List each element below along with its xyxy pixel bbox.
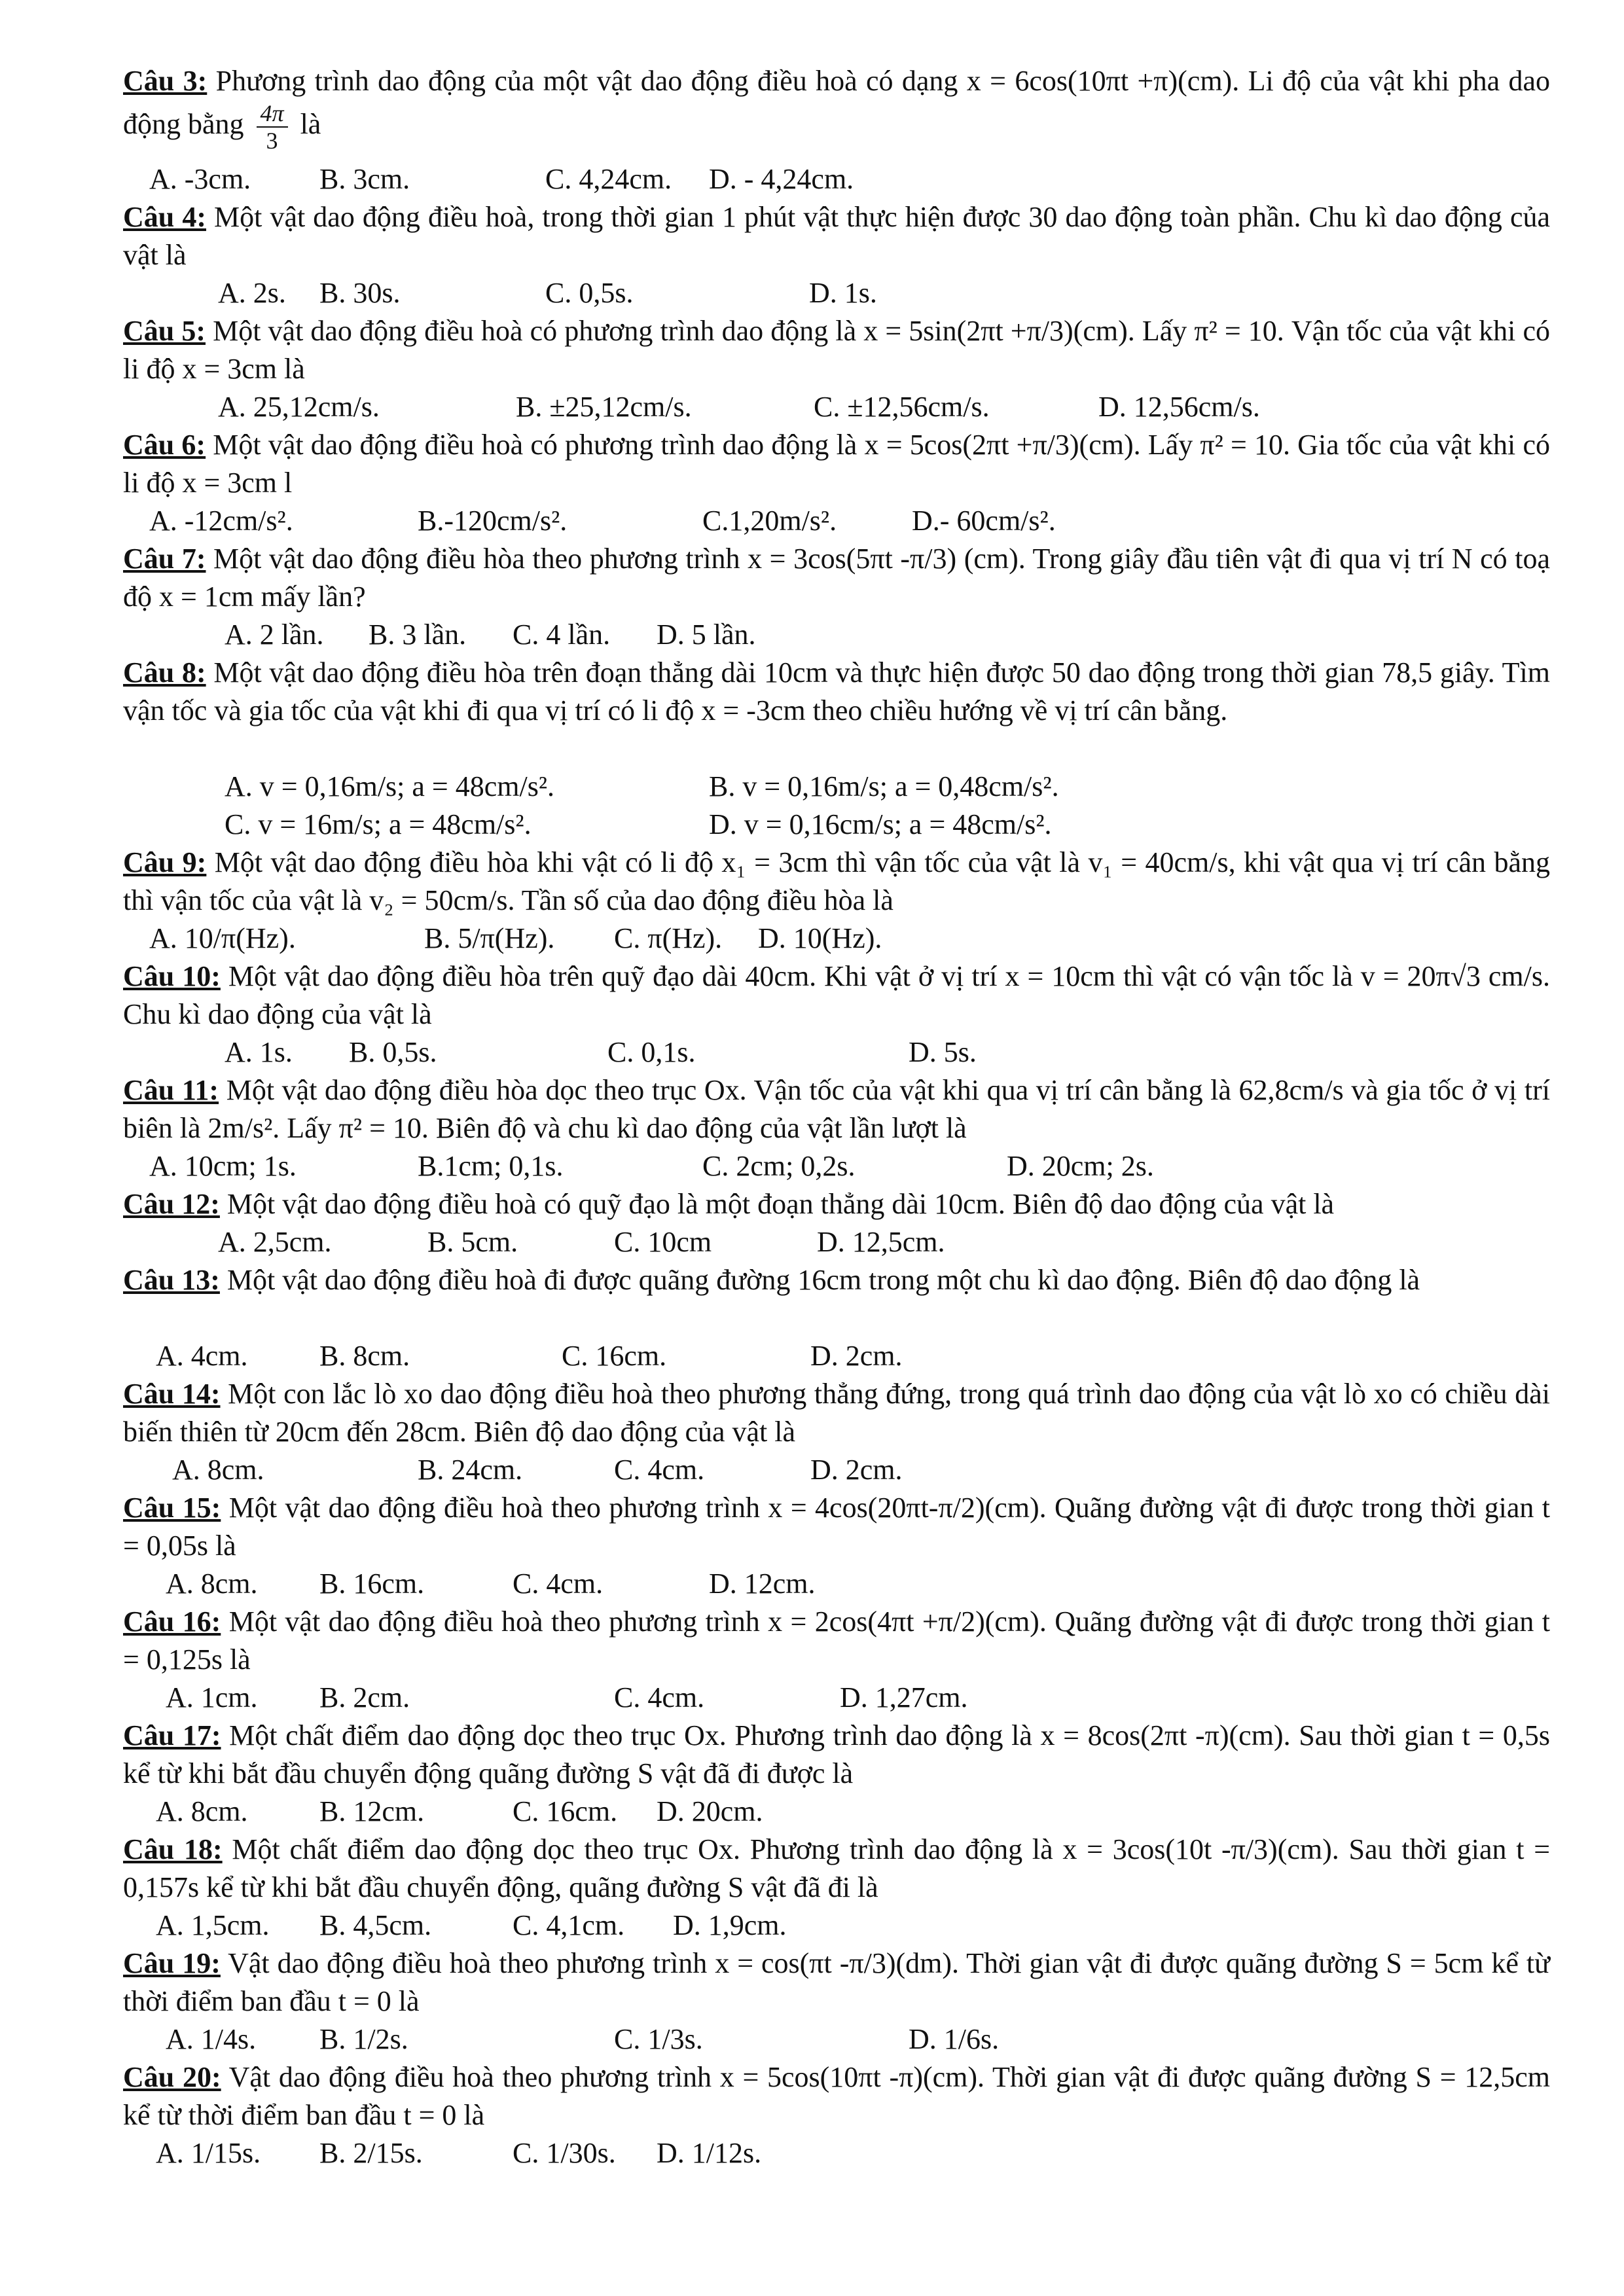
option-a: A. 1/15s.	[156, 2137, 261, 2169]
option-a: A. 8cm.	[172, 1454, 264, 1486]
option-d: D. 1,27cm.	[840, 1681, 968, 1713]
question-text: Một chất điểm dao động dọc theo trục Ox. Phương trình dao động là x = 3cos(10t -π/3)(cm). Sau thời gian t = 0,157s kể từ khi bắt đầu chuyển động, quãng đường S vật đã đi là	[123, 1833, 1551, 1903]
option-c: C. π(Hz).	[614, 922, 723, 954]
question-label: Câu 18:	[123, 1833, 223, 1865]
question-text: Một con lắc lò xo dao động điều hoà theo phương thẳng đứng, trong quá trình dao động của vật lò xo có chiều dài biến thiên từ 20cm đến 28cm. Biên độ dao động của vật là	[123, 1378, 1550, 1448]
option-a: A. 4cm.	[156, 1340, 248, 1372]
option-b: B. 12cm.	[319, 1795, 425, 1827]
fraction-denominator: 3	[266, 128, 278, 154]
option-b: B. 3 lần.	[369, 619, 467, 651]
option-c: C. 2cm; 0,2s.	[702, 1150, 856, 1182]
option-d: D. v = 0,16cm/s; a = 48cm/s².	[709, 808, 1052, 840]
question-label: Câu 20:	[123, 2061, 221, 2093]
question-8	[123, 654, 1550, 730]
option-b: B. 1/2s.	[319, 2023, 408, 2055]
option-c: C. 1/30s.	[513, 2137, 616, 2169]
option-b: B. 2cm.	[319, 1681, 410, 1713]
option-d: D. 5s.	[909, 1036, 977, 1068]
question-label: Câu 12:	[123, 1188, 220, 1220]
option-c: C. 4,1cm.	[513, 1909, 625, 1941]
option-a: A. 1,5cm.	[156, 1909, 270, 1941]
option-a: A. 10cm; 1s.	[149, 1150, 297, 1182]
question-label: Câu 13:	[123, 1264, 220, 1296]
option-c: C. 4cm.	[614, 1454, 705, 1486]
option-d: D. 10(Hz).	[758, 922, 882, 954]
option-d: D.- 60cm/s².	[912, 505, 1056, 537]
question-label: Câu 10:	[123, 960, 221, 992]
option-d: D. 12cm.	[709, 1568, 816, 1600]
option-a: A. 8cm.	[156, 1795, 248, 1827]
option-d: D. 1,9cm.	[673, 1909, 787, 1941]
option-b: B. 3cm.	[319, 163, 410, 195]
question-text: Một vật dao động điều hoà có quỹ đạo là một đoạn thẳng dài 10cm. Biên độ dao động của vật là	[219, 1188, 1335, 1220]
question-label: Câu 7:	[123, 543, 206, 575]
question-label: Câu 14:	[123, 1378, 221, 1410]
question-text: Một vật dao động điều hòa trên đoạn thẳng dài 10cm và thực hiện được 50 dao động trong thời gian 78,5 giây. Tìm vận tốc và gia tốc của vật khi đi qua vị trí có li độ x = -3cm theo chiều hướng về vị trí cân bằng.	[123, 656, 1550, 726]
option-b: B. 2/15s.	[319, 2137, 423, 2169]
question-4	[123, 198, 1550, 274]
option-b: B. v = 0,16m/s; a = 0,48cm/s².	[709, 770, 1059, 802]
option-a: A. 2s.	[218, 277, 286, 309]
question-16	[123, 1603, 1550, 1679]
question-6	[123, 426, 1550, 502]
option-d: D. 1/12s.	[657, 2137, 762, 2169]
option-c: C. 4cm.	[614, 1681, 705, 1713]
question-text: Một vật dao động điều hòa trên quỹ đạo dài 40cm. Khi vật ở vị trí x = 10cm thì vật có vận tốc là v = 20π√3 cm/s. Chu kì dao động của vật là	[123, 960, 1550, 1030]
question-text: Một vật dao động điều hoà, trong thời gian 1 phút vật thực hiện được 30 dao động toàn phần. Chu kì dao động của vật là	[123, 201, 1551, 271]
question-text: Một vật dao động điều hòa dọc theo trục Ox. Vận tốc của vật khi qua vị trí cân bằng là 62,8cm/s và gia tốc ở vị trí biên là 2m/s². Lấy π² = 10. Biên độ và chu kì dao động của vật lần lượt là	[123, 1074, 1550, 1144]
question-3	[123, 62, 1550, 154]
question-14	[123, 1375, 1550, 1451]
question-text-end: là	[293, 108, 321, 141]
question-text: Một vật dao động điều hoà có phương trình dao động là x = 5cos(2πt +π/3)(cm). Lấy π² = 10. Gia tốc của vật khi có li độ x = 3cm l	[123, 429, 1550, 499]
question-5	[123, 312, 1550, 388]
question-label: Câu 8:	[123, 656, 206, 689]
question-text: Một vật dao động điều hòa khi vật có li độ x₁ = 3cm thì vận tốc của vật là v₁ = 40cm/s, khi vật qua vị trí cân bằng thì vận tốc của vật là v₂ = 50cm/s. Tần số của dao động điều hòa là	[123, 846, 1550, 916]
question-9	[123, 844, 1550, 920]
option-a: A. 2 lần.	[225, 619, 324, 651]
question-label: Câu 17:	[123, 1719, 221, 1751]
option-b: B. 4,5cm.	[319, 1909, 432, 1941]
question-label: Câu 5:	[123, 315, 206, 347]
option-d: D. 1s.	[809, 277, 877, 309]
option-c: C. 0,5s.	[545, 277, 634, 309]
option-a: A. -3cm.	[149, 163, 251, 195]
question-label: Câu 11:	[123, 1074, 219, 1106]
question-text: Một vật dao động điều hoà theo phương trình x = 2cos(4πt +π/2)(cm). Quãng đường vật đi được trong thời gian t = 0,125s là	[123, 1605, 1550, 1676]
option-b: B. 5/π(Hz).	[424, 922, 555, 954]
option-d: D. 12,5cm.	[817, 1226, 945, 1258]
question-label: Câu 16:	[123, 1605, 221, 1638]
question-text: Một vật dao động điều hoà có phương trình dao động là x = 5sin(2πt +π/3)(cm). Lấy π² = 10. Vận tốc của vật khi có li độ x = 3cm là	[123, 315, 1550, 385]
option-c: C. 4 lần.	[513, 619, 611, 651]
question-label: Câu 4:	[123, 201, 206, 233]
option-c: C. v = 16m/s; a = 48cm/s².	[225, 808, 532, 840]
option-b: B. 24cm.	[418, 1454, 523, 1486]
question-18	[123, 1831, 1550, 1907]
option-c: C. 10cm	[614, 1226, 712, 1258]
question-19	[123, 1945, 1550, 2020]
fraction	[257, 100, 288, 154]
question-label: Câu 6:	[123, 429, 206, 461]
option-d: D. 2cm.	[810, 1340, 903, 1372]
option-a: A. 8cm.	[166, 1568, 258, 1600]
option-b: B. 30s.	[319, 277, 401, 309]
question-20	[123, 2058, 1550, 2134]
option-a: A. 1s.	[225, 1036, 293, 1068]
option-b: B. 16cm.	[319, 1568, 425, 1600]
question-15	[123, 1489, 1550, 1565]
question-text: Vật dao động điều hoà theo phương trình x = 5cos(10πt -π)(cm). Thời gian vật đi được quãng đường S = 12,5cm kể từ thời điểm ban đầu t = 0 là	[123, 2061, 1550, 2131]
option-d: D. 2cm.	[810, 1454, 903, 1486]
option-b: B.-120cm/s².	[418, 505, 568, 537]
question-label: Câu 19:	[123, 1947, 221, 1979]
question-label: Câu 3:	[123, 65, 208, 97]
option-a: A. 1/4s.	[166, 2023, 257, 2055]
question-text: Một vật dao động điều hoà đi được quãng đường 16cm trong một chu kì dao động. Biên độ dao động là	[219, 1264, 1420, 1296]
option-c: C. 16cm.	[562, 1340, 667, 1372]
option-a: A. 1cm.	[166, 1681, 258, 1713]
option-c: C. 4,24cm.	[545, 163, 672, 195]
option-d: D. 20cm.	[657, 1795, 763, 1827]
question-text: Vật dao động điều hoà theo phương trình x = cos(πt -π/3)(dm). Thời gian vật đi được quãng đường S = 5cm kể từ thời điểm ban đầu t = 0 là	[123, 1947, 1550, 2017]
option-d: D. 1/6s.	[909, 2023, 1000, 2055]
question-text: Một vật dao động điều hòa theo phương trình x = 3cos(5πt -π/3) (cm). Trong giây đầu tiên vật đi qua vị trí N có toạ độ x = 1cm mấy lần?	[123, 543, 1550, 613]
question-text: Một chất điểm dao động dọc theo trục Ox. Phương trình dao động là x = 8cos(2πt -π)(cm). Sau thời gian t = 0,5s kể từ khi bắt đầu chuyển động quãng đường S vật đã đi được là	[123, 1719, 1550, 1789]
question-7	[123, 540, 1550, 616]
option-b: B. 8cm.	[319, 1340, 410, 1372]
option-c: C. 1/3s.	[614, 2023, 703, 2055]
option-a: A. 10/π(Hz).	[149, 922, 296, 954]
option-a: A. -12cm/s².	[149, 505, 293, 537]
question-12	[123, 1185, 1550, 1223]
option-b: B. 0,5s.	[349, 1036, 437, 1068]
option-b: B.1cm; 0,1s.	[418, 1150, 564, 1182]
option-a: A. 2,5cm.	[218, 1226, 332, 1258]
option-a: A. 25,12cm/s.	[218, 391, 380, 423]
question-13	[123, 1261, 1550, 1299]
question-label: Câu 15:	[123, 1492, 221, 1524]
option-d: D. 12,56cm/s.	[1098, 391, 1260, 423]
option-c: C. 4cm.	[513, 1568, 604, 1600]
question-17	[123, 1717, 1550, 1793]
fraction-numerator: 4π	[257, 100, 288, 128]
option-c: C.1,20m/s².	[702, 505, 837, 537]
option-c: C. 0,1s.	[607, 1036, 696, 1068]
question-11	[123, 1071, 1550, 1147]
option-c: C. 16cm.	[513, 1795, 618, 1827]
option-b: B. ±25,12cm/s.	[516, 391, 692, 423]
option-d: D. - 4,24cm.	[709, 163, 854, 195]
question-text: Một vật dao động điều hoà theo phương trình x = 4cos(20πt-π/2)(cm). Quãng đường vật đi được trong thời gian t = 0,05s là	[123, 1492, 1550, 1562]
question-text: Phương trình dao động của một vật dao động điều hoà có dạng x = 6cos(10πt +π)(cm). Li độ của vật khi pha dao động bằng	[123, 65, 1550, 141]
option-d: D. 5 lần.	[657, 619, 756, 651]
option-b: B. 5cm.	[427, 1226, 518, 1258]
option-c: C. ±12,56cm/s.	[814, 391, 990, 423]
option-a: A. v = 0,16m/s; a = 48cm/s².	[225, 770, 555, 802]
option-d: D. 20cm; 2s.	[1007, 1150, 1154, 1182]
question-label: Câu 9:	[123, 846, 207, 878]
question-10	[123, 958, 1550, 1033]
